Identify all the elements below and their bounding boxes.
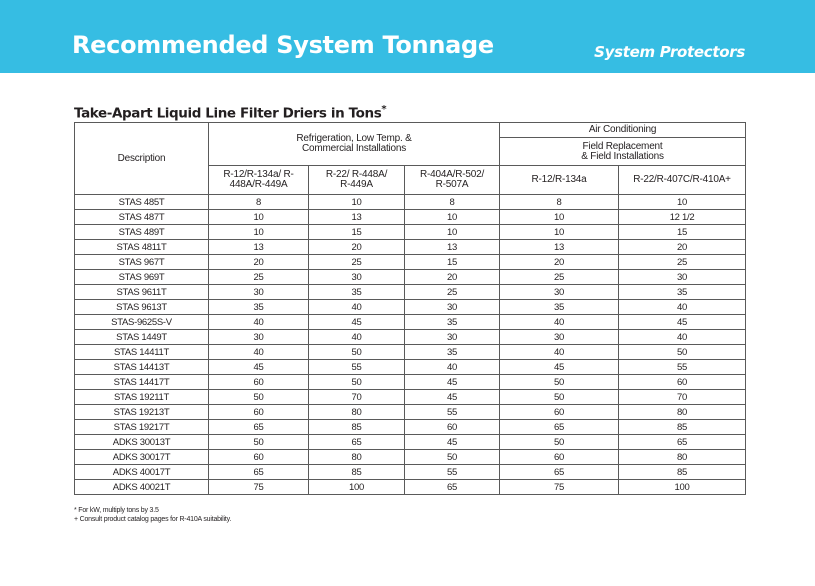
tonnage-cell: 60 bbox=[209, 405, 309, 420]
tonnage-cell: 85 bbox=[309, 465, 405, 480]
table-row bbox=[75, 300, 746, 315]
table-title bbox=[74, 101, 386, 123]
tonnage-cell: 30 bbox=[500, 330, 619, 345]
model-cell: STAS 4811T bbox=[75, 240, 209, 255]
tonnage-cell: 55 bbox=[619, 360, 746, 375]
model-cell: ADKS 30013T bbox=[75, 435, 209, 450]
tonnage-cell: 30 bbox=[209, 330, 309, 345]
tonnage-cell: 45 bbox=[209, 360, 309, 375]
tonnage-cell: 50 bbox=[405, 450, 500, 465]
tonnage-cell: 10 bbox=[209, 225, 309, 240]
tonnage-cell: 45 bbox=[405, 435, 500, 450]
tonnage-cell: 50 bbox=[209, 435, 309, 450]
model-cell: ADKS 30017T bbox=[75, 450, 209, 465]
model-cell: STAS 19213T bbox=[75, 405, 209, 420]
column-header: R-12/R-134a/ R-448A/R-449A bbox=[209, 166, 309, 195]
tonnage-cell: 50 bbox=[309, 375, 405, 390]
tonnage-cell: 70 bbox=[309, 390, 405, 405]
tonnage-cell: 10 bbox=[209, 210, 309, 225]
table-row bbox=[75, 345, 746, 360]
header-refrigeration-group: Refrigeration, Low Temp. & Commercial Installations bbox=[209, 123, 500, 166]
table-title-text: Take-Apart Liquid Line Filter Driers in Tons bbox=[74, 105, 382, 122]
tonnage-cell: 25 bbox=[405, 285, 500, 300]
tonnage-cell: 40 bbox=[309, 330, 405, 345]
tonnage-cell: 45 bbox=[405, 390, 500, 405]
tonnage-cell: 85 bbox=[619, 420, 746, 435]
tonnage-cell: 10 bbox=[309, 195, 405, 210]
tonnage-cell: 50 bbox=[309, 345, 405, 360]
tonnage-cell: 40 bbox=[619, 330, 746, 345]
tonnage-cell: 20 bbox=[309, 240, 405, 255]
model-cell: STAS 19211T bbox=[75, 390, 209, 405]
tonnage-cell: 8 bbox=[209, 195, 309, 210]
tonnage-cell: 13 bbox=[209, 240, 309, 255]
tonnage-cell: 40 bbox=[500, 345, 619, 360]
tonnage-cell: 60 bbox=[405, 420, 500, 435]
tonnage-cell: 65 bbox=[500, 420, 619, 435]
table-row bbox=[75, 465, 746, 480]
tonnage-cell: 10 bbox=[619, 195, 746, 210]
model-cell: STAS 14411T bbox=[75, 345, 209, 360]
tonnage-cell: 12 1/2 bbox=[619, 210, 746, 225]
table-row bbox=[75, 390, 746, 405]
tonnage-cell: 13 bbox=[500, 240, 619, 255]
model-cell: STAS 9611T bbox=[75, 285, 209, 300]
tonnage-cell: 10 bbox=[500, 210, 619, 225]
tonnage-cell: 20 bbox=[209, 255, 309, 270]
table-row bbox=[75, 240, 746, 255]
tonnage-cell: 85 bbox=[309, 420, 405, 435]
table-row bbox=[75, 480, 746, 495]
tonnage-cell: 75 bbox=[209, 480, 309, 495]
tonnage-cell: 10 bbox=[405, 225, 500, 240]
model-cell: STAS 967T bbox=[75, 255, 209, 270]
model-cell: STAS-9625S-V bbox=[75, 315, 209, 330]
tonnage-cell: 80 bbox=[619, 405, 746, 420]
tonnage-cell: 50 bbox=[209, 390, 309, 405]
table-row bbox=[75, 225, 746, 240]
tonnage-cell: 35 bbox=[405, 345, 500, 360]
model-cell: STAS 14417T bbox=[75, 375, 209, 390]
tonnage-cell: 80 bbox=[309, 405, 405, 420]
tonnage-cell: 25 bbox=[209, 270, 309, 285]
tonnage-cell: 10 bbox=[405, 210, 500, 225]
tonnage-cell: 30 bbox=[309, 270, 405, 285]
model-cell: STAS 489T bbox=[75, 225, 209, 240]
tonnage-cell: 85 bbox=[619, 465, 746, 480]
tonnage-cell: 40 bbox=[619, 300, 746, 315]
table-row bbox=[75, 375, 746, 390]
header-air-conditioning: Air Conditioning bbox=[500, 123, 746, 138]
tonnage-cell: 50 bbox=[500, 390, 619, 405]
tonnage-cell: 35 bbox=[619, 285, 746, 300]
model-cell: STAS 19217T bbox=[75, 420, 209, 435]
table-row bbox=[75, 210, 746, 225]
tonnage-cell: 45 bbox=[405, 375, 500, 390]
tonnage-cell: 65 bbox=[309, 435, 405, 450]
tonnage-cell: 35 bbox=[500, 300, 619, 315]
tonnage-cell: 13 bbox=[309, 210, 405, 225]
tonnage-cell: 40 bbox=[500, 315, 619, 330]
column-header: R-12/R-134a bbox=[500, 166, 619, 195]
header-description: Description bbox=[75, 123, 209, 195]
tonnage-cell: 25 bbox=[309, 255, 405, 270]
tonnage-cell: 55 bbox=[405, 405, 500, 420]
model-cell: STAS 14413T bbox=[75, 360, 209, 375]
tonnage-cell: 45 bbox=[619, 315, 746, 330]
footnote: + Consult product catalog pages for R-410A suitability. bbox=[74, 516, 232, 523]
tonnage-cell: 45 bbox=[500, 360, 619, 375]
model-cell: STAS 1449T bbox=[75, 330, 209, 345]
section-label: System Protectors bbox=[594, 43, 745, 61]
header-banner bbox=[0, 0, 815, 73]
tonnage-cell: 70 bbox=[619, 390, 746, 405]
table-row bbox=[75, 255, 746, 270]
tonnage-cell: 30 bbox=[209, 285, 309, 300]
tonnage-cell: 8 bbox=[500, 195, 619, 210]
tonnage-cell: 65 bbox=[619, 435, 746, 450]
tonnage-cell: 60 bbox=[500, 450, 619, 465]
tonnage-cell: 25 bbox=[500, 270, 619, 285]
tonnage-cell: 55 bbox=[309, 360, 405, 375]
tonnage-cell: 40 bbox=[209, 345, 309, 360]
tonnage-cell: 100 bbox=[309, 480, 405, 495]
tonnage-cell: 25 bbox=[619, 255, 746, 270]
column-header: R-22/R-407C/R-410A+ bbox=[619, 166, 746, 195]
tonnage-cell: 8 bbox=[405, 195, 500, 210]
model-cell: STAS 485T bbox=[75, 195, 209, 210]
tonnage-cell: 40 bbox=[405, 360, 500, 375]
tonnage-cell: 80 bbox=[309, 450, 405, 465]
tonnage-cell: 30 bbox=[405, 330, 500, 345]
tonnage-cell: 40 bbox=[309, 300, 405, 315]
tonnage-cell: 60 bbox=[209, 450, 309, 465]
tonnage-cell: 80 bbox=[619, 450, 746, 465]
tonnage-cell: 60 bbox=[209, 375, 309, 390]
tonnage-cell: 30 bbox=[500, 285, 619, 300]
model-cell: STAS 969T bbox=[75, 270, 209, 285]
table-row bbox=[75, 405, 746, 420]
table-body bbox=[75, 195, 746, 495]
column-header: R-22/ R-448A/ R-449A bbox=[309, 166, 405, 195]
tonnage-cell: 15 bbox=[309, 225, 405, 240]
tonnage-cell: 20 bbox=[405, 270, 500, 285]
tonnage-cell: 15 bbox=[619, 225, 746, 240]
tonnage-cell: 55 bbox=[405, 465, 500, 480]
tonnage-cell: 20 bbox=[619, 240, 746, 255]
tonnage-cell: 50 bbox=[500, 435, 619, 450]
tonnage-cell: 30 bbox=[619, 270, 746, 285]
table-row bbox=[75, 450, 746, 465]
tonnage-cell: 65 bbox=[209, 465, 309, 480]
tonnage-cell: 45 bbox=[309, 315, 405, 330]
tonnage-cell: 10 bbox=[500, 225, 619, 240]
tonnage-cell: 75 bbox=[500, 480, 619, 495]
footnotes bbox=[74, 506, 231, 524]
tonnage-cell: 60 bbox=[619, 375, 746, 390]
tonnage-cell: 100 bbox=[619, 480, 746, 495]
tonnage-cell: 20 bbox=[500, 255, 619, 270]
footnote: * For kW, multiply tons by 3.5 bbox=[74, 507, 159, 514]
tonnage-cell: 50 bbox=[500, 375, 619, 390]
header-field-installations: Field Replacement & Field Installations bbox=[500, 138, 746, 166]
tonnage-cell: 13 bbox=[405, 240, 500, 255]
tonnage-cell: 40 bbox=[209, 315, 309, 330]
page-title: Recommended System Tonnage bbox=[72, 31, 494, 59]
tonnage-table bbox=[74, 122, 746, 495]
table-row bbox=[75, 285, 746, 300]
tonnage-cell: 65 bbox=[209, 420, 309, 435]
tonnage-cell: 30 bbox=[405, 300, 500, 315]
tonnage-cell: 50 bbox=[619, 345, 746, 360]
table-row bbox=[75, 270, 746, 285]
table-title-footnote-mark: * bbox=[381, 104, 387, 115]
table-row bbox=[75, 360, 746, 375]
tonnage-cell: 35 bbox=[209, 300, 309, 315]
tonnage-cell: 35 bbox=[405, 315, 500, 330]
tonnage-cell: 35 bbox=[309, 285, 405, 300]
table-row bbox=[75, 330, 746, 345]
tonnage-cell: 65 bbox=[405, 480, 500, 495]
table-row bbox=[75, 315, 746, 330]
tonnage-cell: 60 bbox=[500, 405, 619, 420]
column-header: R-404A/R-502/ R-507A bbox=[405, 166, 500, 195]
table-row bbox=[75, 195, 746, 210]
tonnage-cell: 15 bbox=[405, 255, 500, 270]
table-row bbox=[75, 420, 746, 435]
model-cell: STAS 9613T bbox=[75, 300, 209, 315]
model-cell: STAS 487T bbox=[75, 210, 209, 225]
model-cell: ADKS 40021T bbox=[75, 480, 209, 495]
table-row bbox=[75, 435, 746, 450]
model-cell: ADKS 40017T bbox=[75, 465, 209, 480]
tonnage-cell: 65 bbox=[500, 465, 619, 480]
